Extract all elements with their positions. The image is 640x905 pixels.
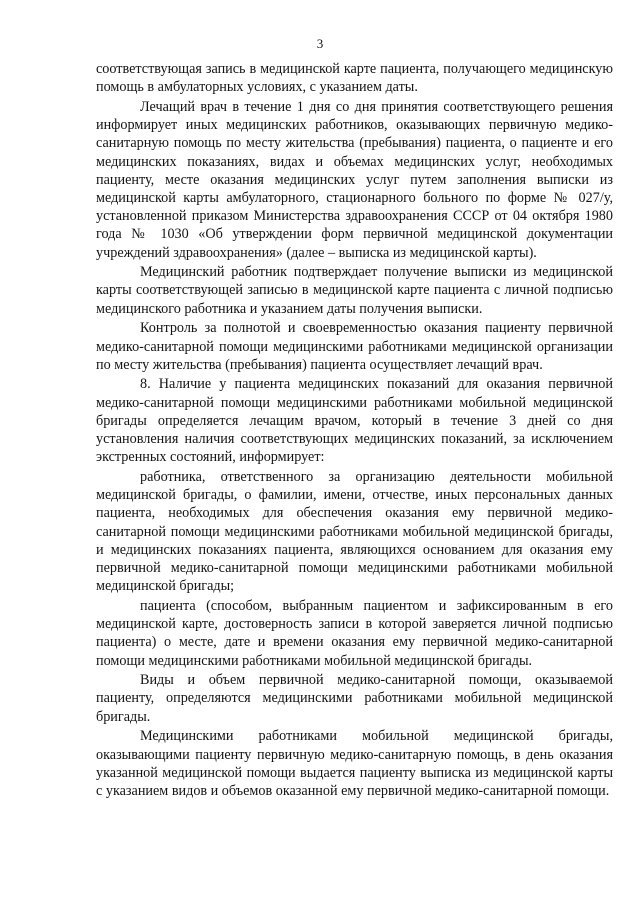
paragraph-item-8: 8. Наличие у пациента медицинских показаний для оказания первичной медико-санитарной помощи медицинскими работниками мобильной медицинской бригады определяется лечащим врачом, который в течение 3 дней со дня установления наличия соответствующих медицинских показаний, за исключением экстренных состояний, информирует: bbox=[96, 376, 613, 466]
paragraph-types-and-volume: Виды и объем первичной медико-санитарной помощи, оказываемой пациенту, определяются медицинскими работниками мобильной медицинской бригады. bbox=[96, 672, 613, 725]
paragraph-medical-worker-confirms: Медицинский работник подтверждает получение выписки из медицинской карты соответствующей записью в медицинской карте пациента с личной подписью медицинского работника и указанием даты получения выписки. bbox=[96, 264, 613, 317]
page-number: 3 bbox=[316, 36, 324, 51]
paragraph-informs-patient: пациента (способом, выбранным пациентом и зафиксированным в его медицинской карте, достоверность записи в которой заверяется личной подписью пациента) о месте, дате и времени оказания ему первичной медико-санитарной помощи медицинскими работниками мобильной медицинской бригады. bbox=[96, 597, 613, 669]
document-body bbox=[96, 60, 613, 802]
paragraph-control: Контроль за полнотой и своевременностью оказания пациенту первичной медико-санитарной помощи медицинскими работниками медицинской организации по месту жительства (пребывания) пациента осуществляет лечащий врач. bbox=[96, 320, 613, 373]
paragraph-attending-physician-informs: Лечащий врач в течение 1 дня со дня принятия соответствующего решения информирует иных медицинских работников, оказывающих первичную медико-санитарную помощь по месту жительства (пребывания) пациента, о пациенте и его медицинских показаниях, видах и объемах медицинских услуг, необходимых пациенту, месте оказания медицинских услуг путем заполнения выписки из медицинской карты амбулаторного, стационарного больного по форме № 027/у, установленной приказом Министерства здравоохранения СССР от 04 октября 1980 года № 1030 «Об утверждении форм первичной медицинской документации учреждений здравоохранения» (далее – выписка из медицинской карты). bbox=[96, 98, 613, 261]
paragraph-informs-worker: работника, ответственного за организацию деятельности мобильной медицинской бригады, о фамилии, имени, отчестве, иных персональных данных пациента, необходимых для обеспечения оказания ему первичной медико-санитарной помощи медицинскими работниками мобильной медицинской бригады, и медицинских показаниях пациента, являющихся основанием для оказания ему первичной медико-санитарной помощи медицинскими работниками мобильной медицинской бригады; bbox=[96, 468, 613, 595]
paragraph-continuation: соответствующая запись в медицинской карте пациента, получающего медицинскую помощь в амбулаторных условиях, с указанием даты. bbox=[96, 61, 613, 96]
paragraph-extract-issued: Медицинскими работниками мобильной медицинской бригады, оказывающими пациенту первичную медико-санитарную помощь, в день оказания указанной медицинской помощи выдается пациенту выписка из медицинской карты с указанием видов и объемов оказанной ему первичной медико-санитарной помощи. bbox=[96, 728, 613, 799]
